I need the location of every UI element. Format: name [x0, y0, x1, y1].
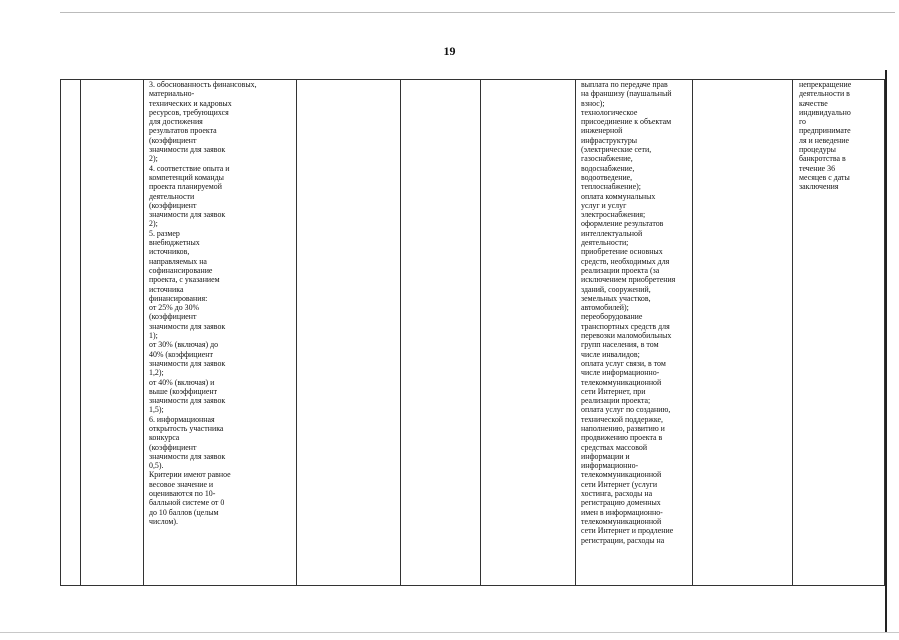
cell-text-line: проекта планируемой [149, 182, 222, 192]
cell-text-line: выплата по передаче прав [581, 80, 668, 89]
table-cell-8 [693, 80, 793, 586]
cell-text-line: внебюджетных [149, 238, 200, 248]
cell-text-line: (коэффициент [149, 442, 197, 452]
cell-text-line: проекта, с указанием [149, 275, 220, 285]
cell-text-line: инфраструктуры [581, 135, 638, 145]
cell-text-line: телекоммуникационной [581, 377, 662, 387]
cell-text-line: приобретение основных [581, 247, 663, 257]
cell-text-line: заключения [799, 182, 839, 192]
cell-text-line: значимости для заявок [149, 358, 226, 368]
criteria-table [60, 79, 885, 586]
cell-text-line: конкурса [149, 433, 180, 443]
cell-text-line: технических и кадровых [149, 98, 232, 108]
cell-text-line: предпринимате [799, 126, 851, 136]
cell-text-line: 2); [149, 154, 158, 164]
cell-text-line: групп населения, в том [581, 340, 659, 350]
cell-text-line: реализации проекта (за [581, 265, 660, 275]
cell-text-line: от 30% (включая) до [149, 340, 219, 350]
cell-text-line: регистрацию доменных [581, 498, 661, 508]
cell-text-line: качестве [799, 98, 828, 108]
cell-text-line: водоотведение, [581, 172, 633, 182]
table-cell-4 [297, 80, 401, 586]
cell-text-line: компетенций команды [149, 172, 224, 182]
cell-text-line: средств, необходимых для [581, 256, 670, 266]
cell-text-line: 40% (коэффициент [149, 349, 213, 359]
cell-text-line: 1); [149, 331, 158, 341]
table-cell-6 [481, 80, 576, 586]
cell-text-line: присоединение к объектам [581, 117, 672, 127]
cell-text-line: го [799, 117, 806, 127]
cell-text-line: течение 36 [799, 163, 836, 173]
cell-text-line: оцениваются по 10- [149, 489, 216, 499]
cell-text-line: водоснабжение, [581, 163, 635, 173]
table-row [61, 80, 885, 586]
cell-text-line: для достижения [149, 117, 203, 127]
cell-text-line: реализации проекта; [581, 396, 651, 406]
cell-text-line: информации и [581, 451, 630, 461]
cell-text-line: сети Интернет и продление [581, 526, 674, 536]
cell-text-line: транспортных средств для [581, 321, 670, 331]
cell-text-line: исключением приобретения [581, 275, 676, 285]
cell-text-line: интеллектуальной [581, 228, 643, 238]
cell-text-line: (электрические сети, [581, 145, 652, 155]
cell-text-line: до 10 баллов (целым [149, 507, 219, 517]
cell-text-line: (коэффициент [149, 312, 197, 322]
cell-text-line: 2); [149, 219, 158, 229]
cell-text-line: взнос); [581, 98, 605, 108]
cell-text-line: материально- [149, 89, 195, 99]
cell-text-line: индивидуально [799, 107, 851, 117]
cell-text-line: газоснабжение, [581, 154, 633, 164]
cell-text-line: значимости для заявок [149, 396, 226, 406]
cell-text-line: балльной системе от 0 [149, 498, 225, 508]
cell-text-line: процедуры [799, 145, 836, 155]
cell-text-line: 4. соответствие опыта и [149, 163, 230, 173]
cell-text-line: оформление результатов [581, 219, 664, 229]
cell-text-line: сети Интернет (услуги [581, 479, 658, 489]
cell-text-line: значимости для заявок [149, 145, 226, 155]
cell-text-line: автомобилей); [581, 303, 629, 313]
cell-text-line: выше (коэффициент [149, 386, 218, 396]
cell-text-line: деятельности; [581, 238, 629, 248]
cell-text-line: 6. информационная [149, 414, 215, 424]
cell-text-line: технологическое [581, 107, 638, 117]
table-cell-2 [81, 80, 144, 586]
cell-text-line: оплата услуг связи, в том [581, 358, 666, 368]
cell-text-line: от 25% до 30% [149, 303, 200, 313]
cell-text-line: числе инвалидов; [581, 349, 640, 359]
cell-text-line: зданий, сооружений, [581, 284, 651, 294]
cell-text-line: средствах массовой [581, 442, 648, 452]
cell-text-line: источников, [149, 247, 190, 257]
cell-text-line: телекоммуникационной [581, 516, 662, 526]
cell-text-line: весовое значение и [149, 479, 214, 489]
cell-text-line: значимости для заявок [149, 451, 226, 461]
cell-text-line: на франшизу (паушальный [581, 89, 672, 99]
obligation-text [799, 80, 882, 585]
cell-text-line: числе информационно- [581, 368, 660, 378]
expenses-list [581, 80, 687, 585]
cell-text-line: софинансирование [149, 265, 213, 275]
cell-text-line: теплоснабжение); [581, 182, 641, 192]
cell-text-line: открытость участника [149, 423, 224, 433]
table-cell-3 [144, 80, 297, 586]
scan-right-edge [885, 70, 887, 632]
cell-text-line: услуг и услуг [581, 200, 627, 210]
cell-text-line: месяцев с даты [799, 172, 850, 182]
cell-text-line: от 40% (включая) и [149, 377, 215, 387]
cell-text-line: 5. размер [149, 228, 180, 238]
cell-text-line: (коэффициент [149, 200, 197, 210]
cell-text-line: ля и неведение [799, 135, 850, 145]
cell-text-line: продвижению проекта в [581, 433, 663, 443]
table-cell-9 [793, 80, 885, 586]
cell-text-line: электроснабжения; [581, 210, 646, 220]
cell-text-line: 0,5). [149, 461, 164, 471]
cell-text-line: регистрации, расходы на [581, 535, 665, 545]
cell-text-line: деятельности [149, 191, 195, 201]
cell-text-line: 1,5); [149, 405, 164, 415]
cell-text-line: оплата услуг по созданию, [581, 405, 671, 415]
cell-text-line: финансирования: [149, 293, 208, 303]
cell-text-line: значимости для заявок [149, 321, 226, 331]
cell-text-line: наполнению, развитию и [581, 423, 665, 433]
cell-text-line: Критерии имеют равное [149, 470, 231, 480]
cell-text-line: оплата коммунальных [581, 191, 656, 201]
scan-bottom-line [0, 632, 899, 633]
cell-text-line: (коэффициент [149, 135, 197, 145]
cell-text-line: имен в информационно- [581, 507, 663, 517]
page-number: 19 [443, 44, 456, 58]
table-cell-5 [401, 80, 481, 586]
table-cell-7 [576, 80, 693, 586]
cell-text-line: непрекращение [799, 80, 852, 89]
cell-text-line: источника [149, 284, 184, 294]
cell-text-line: результатов проекта [149, 126, 217, 136]
cell-text-line: 3. обоснованность финансовых, [149, 80, 257, 89]
cell-text-line: числом). [149, 516, 179, 526]
cell-text-line: направляемых на [149, 256, 207, 266]
cell-text-line: деятельности в [799, 89, 850, 99]
cell-text-line: земельных участков, [581, 293, 651, 303]
table-cell-1 [61, 80, 81, 586]
scan-top-line [60, 12, 895, 13]
cell-text-line: 1,2); [149, 368, 164, 378]
cell-text-line: сети Интернет, при [581, 386, 646, 396]
cell-text-line: информационно- [581, 461, 639, 471]
cell-text-line: телекоммуникационной [581, 470, 662, 480]
criteria-list [149, 80, 291, 585]
cell-text-line: хостинга, расходы на [581, 489, 653, 499]
cell-text-line: банкротства в [799, 154, 846, 164]
cell-text-line: технической поддержке, [581, 414, 663, 424]
cell-text-line: переоборудование [581, 312, 643, 322]
cell-text-line: инженерной [581, 126, 623, 136]
cell-text-line: перевозки маломобильных [581, 331, 672, 341]
cell-text-line: значимости для заявок [149, 210, 226, 220]
cell-text-line: ресурсов, требующихся [149, 107, 229, 117]
